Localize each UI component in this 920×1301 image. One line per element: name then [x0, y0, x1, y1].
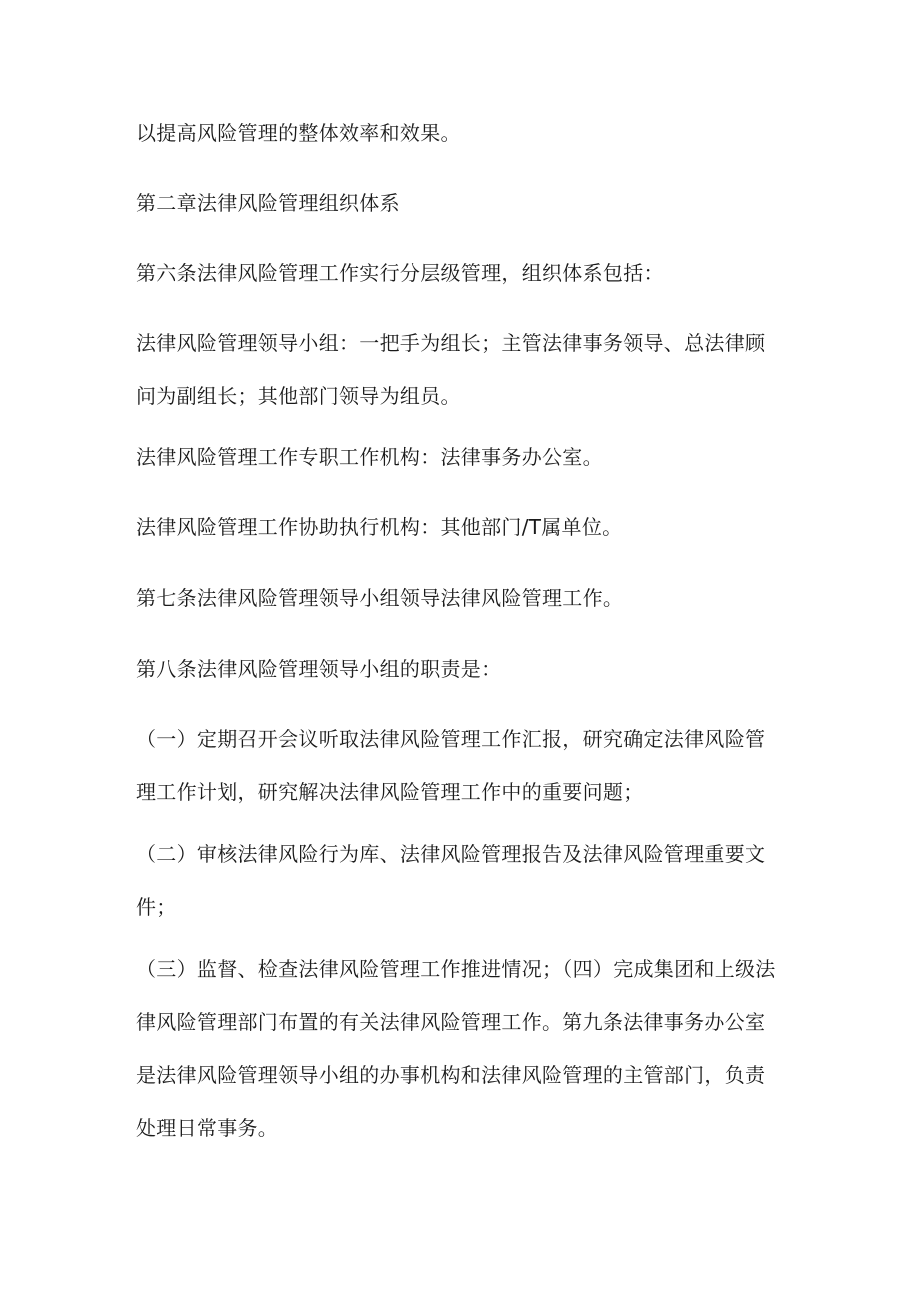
- article-8: 第八条法律风险管理领导小组的职责是：: [136, 657, 502, 681]
- duty-item-1: （一）定期召开会议听取法律风险管理工作汇报，研究确定法律风险管理工作计划，研究解决法律风险管理工作中的重要问题；: [136, 727, 766, 804]
- leadership-group-composition: 法律风险管理领导小组：一把手为组长；主管法律事务领导、总法律顾问为副组长；其他部门领导为组员。: [136, 331, 766, 408]
- article-7: 第七条法律风险管理领导小组领导法律风险管理工作。: [136, 586, 624, 610]
- assisting-agency: 法律风险管理工作协助执行机构：其他部门/T属单位。: [136, 515, 623, 539]
- paragraph-continuation: 以提高风险管理的整体效率和效果。: [136, 121, 461, 145]
- chapter-heading: 第二章法律风险管理组织体系: [136, 191, 400, 215]
- dedicated-agency: 法律风险管理工作专职工作机构：法律事务办公室。: [136, 445, 603, 469]
- article-6: 第六条法律风险管理工作实行分层级管理，组织体系包括：: [136, 261, 664, 285]
- duty-items-3-4-article-9: （三）监督、检查法律风险管理工作推进情况；（四）完成集团和上级法律风险管理部门布置的有关法律风险管理工作。第九条法律事务办公室是法律风险管理领导小组的办事机构和法律风险管理的主管部门，负责处理日常事务。: [136, 957, 776, 1140]
- duty-item-2: （二）审核法律风险行为库、法律风险管理报告及法律风险管理重要文件；: [136, 842, 766, 919]
